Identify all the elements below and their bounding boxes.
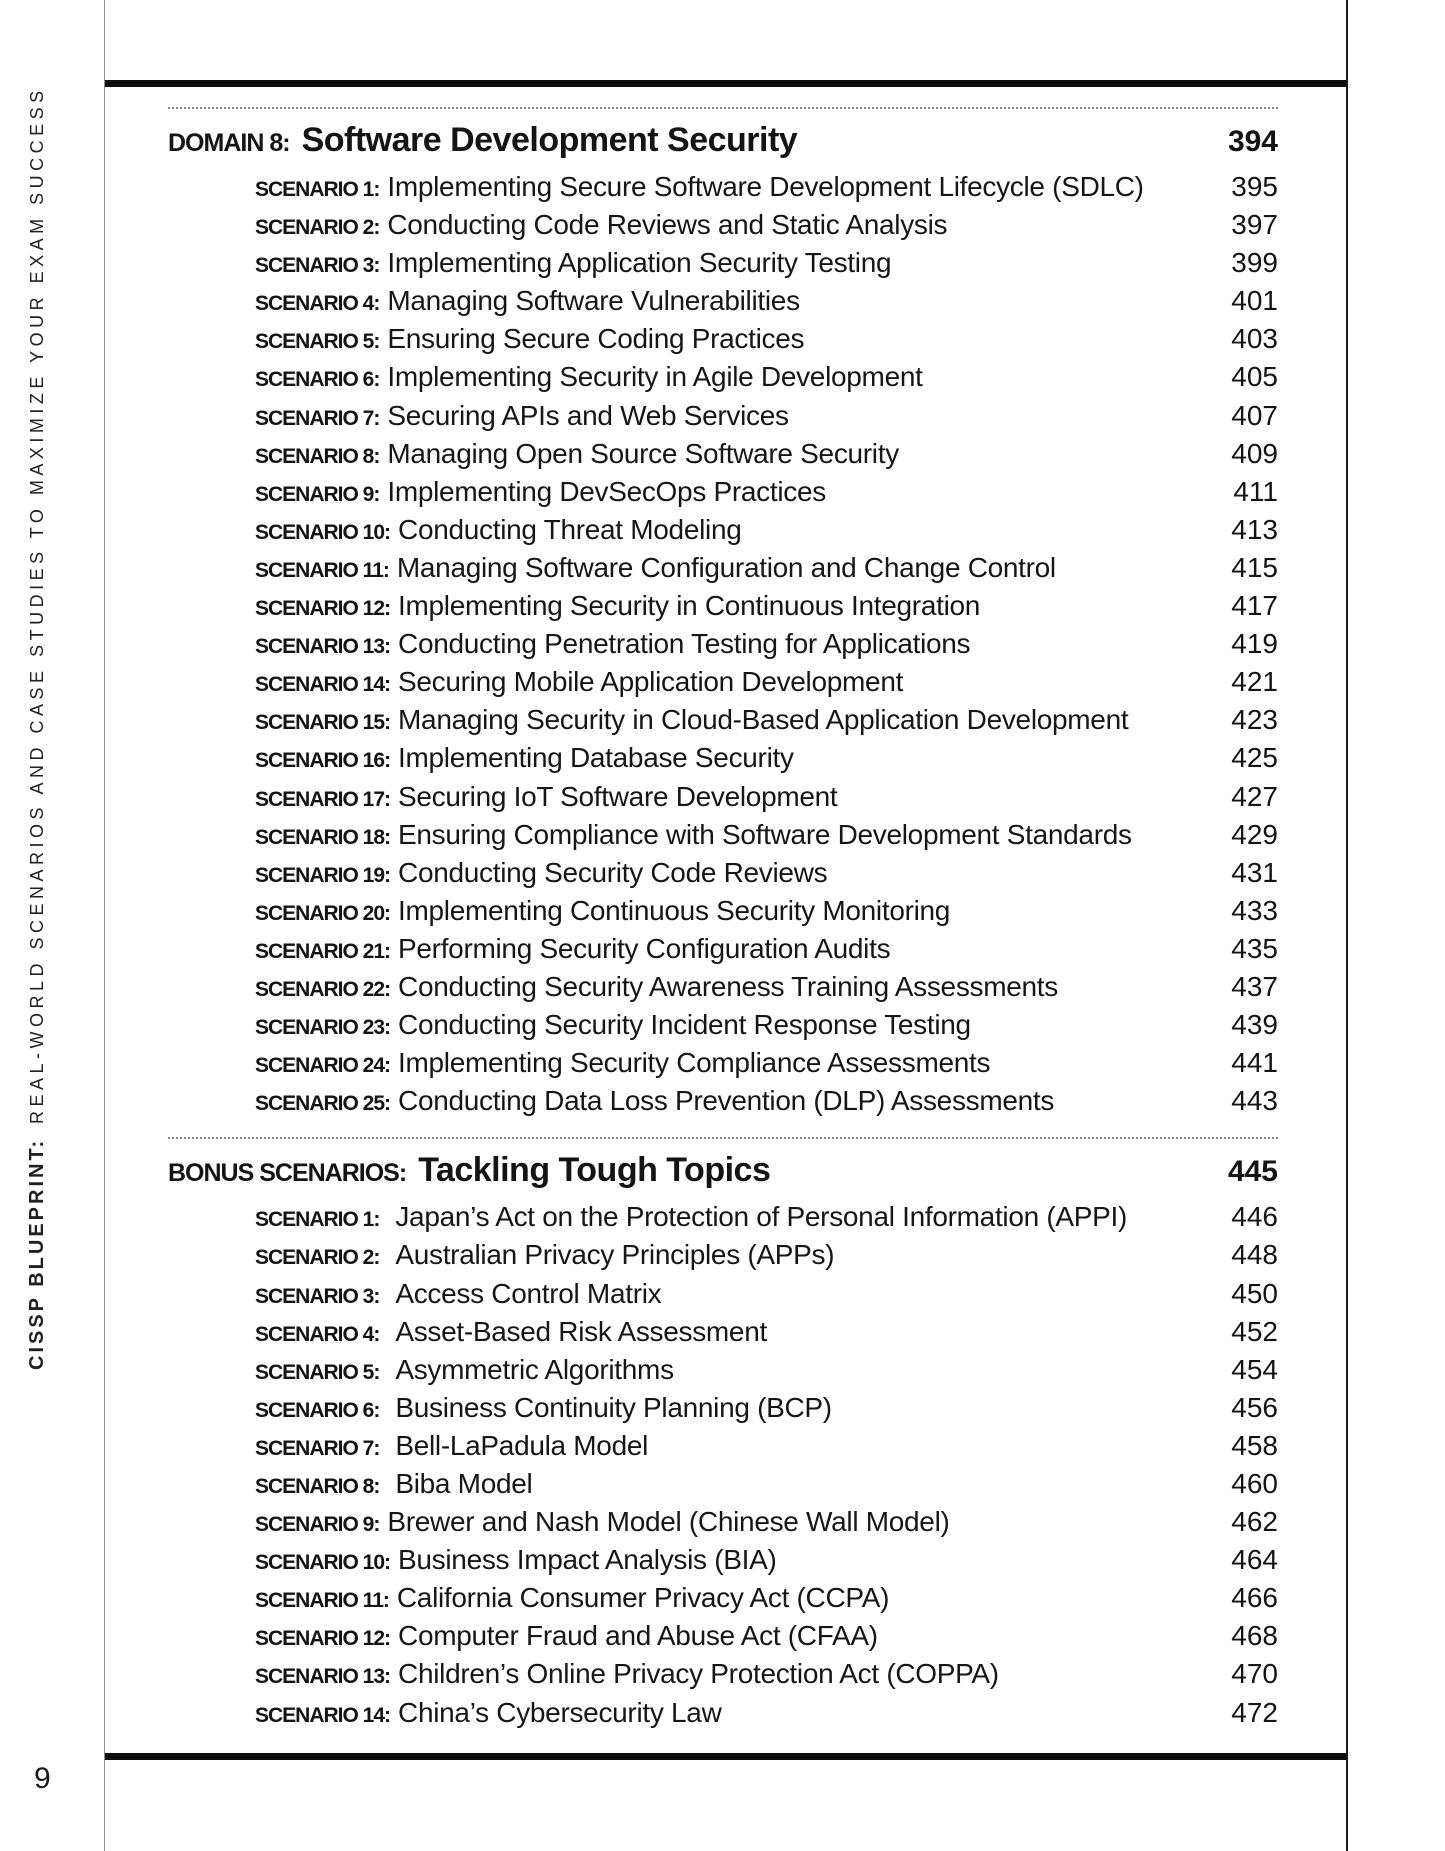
toc-entry-page-number: 456 bbox=[1231, 1391, 1278, 1423]
toc-entry-title: Business Impact Analysis (BIA) bbox=[398, 1544, 777, 1576]
section-heading bbox=[168, 109, 1278, 168]
toc-entry-page-number: 413 bbox=[1231, 513, 1278, 545]
toc-entry-label: SCENARIO 23: bbox=[255, 1016, 391, 1040]
toc-entry-label: SCENARIO 2: bbox=[255, 1246, 380, 1270]
toc-entry-page-number: 415 bbox=[1231, 551, 1278, 583]
toc-entry-label: SCENARIO 15: bbox=[255, 711, 391, 735]
toc-entry bbox=[168, 1579, 1278, 1617]
toc-entry-title: Securing IoT Software Development bbox=[398, 780, 838, 812]
toc-entry-title: Business Continuity Planning (BCP) bbox=[395, 1391, 832, 1423]
toc-entry-label: SCENARIO 18: bbox=[255, 825, 391, 849]
section-page-number: 394 bbox=[1227, 125, 1278, 158]
toc-entry bbox=[168, 1465, 1278, 1503]
toc-entry-title: Managing Open Source Software Security bbox=[387, 437, 899, 469]
toc-entry-title: Children’s Online Privacy Protection Act (COPPA) bbox=[398, 1658, 999, 1690]
toc-entry-page-number: 399 bbox=[1231, 247, 1278, 279]
toc-entry bbox=[168, 1503, 1278, 1541]
toc-entry-label: SCENARIO 20: bbox=[255, 901, 391, 925]
toc-entry bbox=[168, 1389, 1278, 1427]
toc-entry-label: SCENARIO 1: bbox=[255, 178, 380, 201]
toc-entry-page-number: 397 bbox=[1231, 209, 1278, 241]
toc-entry-page-number: 429 bbox=[1231, 818, 1278, 850]
table-of-contents bbox=[168, 107, 1278, 1732]
toc-entry-page-number: 409 bbox=[1231, 437, 1278, 469]
section-entries bbox=[168, 1198, 1278, 1731]
toc-entry bbox=[168, 1541, 1278, 1579]
toc-entry bbox=[168, 206, 1278, 244]
toc-entry-label: SCENARIO 4: bbox=[255, 292, 380, 316]
toc-entry-page-number: 460 bbox=[1231, 1468, 1278, 1499]
toc-entry-page-number: 417 bbox=[1231, 590, 1278, 622]
toc-entry-title: California Consumer Privacy Act (CCPA) bbox=[396, 1582, 890, 1614]
toc-entry-label: SCENARIO 5: bbox=[255, 1360, 380, 1384]
section-title: Tackling Tough Topics bbox=[418, 1151, 771, 1190]
toc-entry-label: SCENARIO 22: bbox=[255, 977, 391, 1001]
toc-entry-page-number: 407 bbox=[1231, 399, 1278, 431]
toc-entry-page-number: 466 bbox=[1231, 1582, 1278, 1614]
toc-entry-title: Biba Model bbox=[395, 1468, 533, 1499]
toc-entry bbox=[168, 739, 1278, 777]
toc-entry-page-number: 458 bbox=[1231, 1429, 1278, 1461]
toc-entry-title: Securing Mobile Application Development bbox=[398, 666, 904, 698]
toc-entry-label: SCENARIO 6: bbox=[255, 368, 380, 392]
section-heading bbox=[168, 1139, 1278, 1198]
toc-entry bbox=[168, 1082, 1278, 1120]
toc-entry bbox=[168, 816, 1278, 854]
toc-entry-page-number: 468 bbox=[1231, 1620, 1278, 1652]
toc-entry-title: Australian Privacy Principles (APPs) bbox=[395, 1239, 835, 1271]
toc-entry-page-number: 433 bbox=[1231, 894, 1278, 926]
section-entries bbox=[168, 168, 1278, 1120]
toc-entry-title: Conducting Code Reviews and Static Analysis bbox=[387, 209, 948, 241]
toc-entry-page-number: 470 bbox=[1231, 1658, 1278, 1690]
toc-entry-title: Conducting Data Loss Prevention (DLP) Assessments bbox=[398, 1085, 1055, 1117]
toc-entry-label: SCENARIO 5: bbox=[255, 330, 380, 354]
toc-entry-label: SCENARIO 13: bbox=[255, 1665, 391, 1689]
toc-entry-page-number: 395 bbox=[1231, 171, 1278, 202]
toc-entry-label: SCENARIO 25: bbox=[255, 1092, 391, 1116]
toc-entry bbox=[168, 168, 1278, 206]
spine-title-rest: REAL-WORLD SCENARIOS AND CASE STUDIES TO MAXIMIZE YOUR EXAM SUCCESS bbox=[27, 86, 47, 1124]
left-margin-rule bbox=[104, 0, 105, 1851]
toc-entry bbox=[168, 397, 1278, 435]
toc-entry-title: Ensuring Compliance with Software Development Standards bbox=[398, 818, 1132, 850]
toc-entry-label: SCENARIO 3: bbox=[255, 254, 380, 278]
toc-entry-title: Performing Security Configuration Audits bbox=[398, 932, 891, 964]
toc-entry-page-number: 425 bbox=[1231, 742, 1278, 774]
toc-entry-page-number: 419 bbox=[1231, 628, 1278, 660]
toc-entry-title: Conducting Threat Modeling bbox=[398, 513, 742, 545]
toc-entry-title: Ensuring Secure Coding Practices bbox=[387, 323, 805, 355]
spine-title-bold: CISSP BLUEPRINT: bbox=[26, 1137, 48, 1370]
toc-entry-page-number: 472 bbox=[1231, 1696, 1278, 1728]
toc-entry-page-number: 450 bbox=[1231, 1277, 1278, 1309]
toc-entry-title: Computer Fraud and Abuse Act (CFAA) bbox=[398, 1620, 878, 1652]
toc-entry-page-number: 401 bbox=[1231, 285, 1278, 317]
toc-entry-title: Conducting Penetration Testing for Applications bbox=[398, 628, 971, 660]
toc-entry bbox=[168, 358, 1278, 396]
toc-entry bbox=[168, 1275, 1278, 1313]
toc-entry-title: Access Control Matrix bbox=[395, 1277, 662, 1309]
toc-entry-title: Conducting Security Incident Response Testing bbox=[398, 1009, 971, 1041]
toc-entry-label: SCENARIO 13: bbox=[255, 635, 391, 659]
toc-entry-title: Implementing Application Security Testing bbox=[387, 247, 892, 279]
section-title: Software Development Security bbox=[301, 121, 798, 159]
toc-entry-title: Implementing Security Compliance Assessments bbox=[398, 1047, 991, 1079]
toc-entry-page-number: 435 bbox=[1231, 932, 1278, 964]
toc-entry-title: Implementing DevSecOps Practices bbox=[387, 475, 826, 507]
toc-entry-label: SCENARIO 12: bbox=[255, 1627, 391, 1651]
toc-entry bbox=[168, 968, 1278, 1006]
toc-entry bbox=[168, 1006, 1278, 1044]
toc-entry-title: Conducting Security Awareness Training Assessments bbox=[398, 970, 1058, 1002]
section-label: DOMAIN 8: bbox=[168, 129, 290, 157]
toc-entry-label: SCENARIO 7: bbox=[255, 406, 380, 430]
toc-entry-title: Managing Software Vulnerabilities bbox=[387, 285, 800, 317]
toc-entry bbox=[168, 244, 1278, 282]
toc-entry-page-number: 441 bbox=[1231, 1047, 1278, 1079]
toc-entry bbox=[168, 1236, 1278, 1274]
section-page-number: 445 bbox=[1227, 1155, 1278, 1189]
toc-entry bbox=[168, 1044, 1278, 1082]
toc-entry bbox=[168, 1313, 1278, 1351]
toc-entry-label: SCENARIO 16: bbox=[255, 749, 391, 773]
toc-entry bbox=[168, 854, 1278, 892]
toc-entry bbox=[168, 282, 1278, 320]
toc-entry-title: Implementing Security in Agile Development bbox=[387, 361, 923, 393]
toc-entry-label: SCENARIO 9: bbox=[255, 1513, 380, 1537]
toc-section bbox=[168, 1137, 1278, 1731]
toc-entry bbox=[168, 1198, 1278, 1236]
toc-entry-label: SCENARIO 12: bbox=[255, 597, 391, 621]
toc-entry-label: SCENARIO 6: bbox=[255, 1398, 380, 1422]
toc-entry-page-number: 443 bbox=[1231, 1085, 1278, 1117]
toc-entry-label: SCENARIO 2: bbox=[255, 216, 380, 240]
toc-entry-label: SCENARIO 4: bbox=[255, 1322, 380, 1346]
toc-entry-title: Managing Software Configuration and Change Control bbox=[396, 551, 1056, 583]
toc-entry-label: SCENARIO 7: bbox=[255, 1436, 380, 1460]
spine-title bbox=[26, 80, 72, 1370]
toc-entry bbox=[168, 1427, 1278, 1465]
toc-entry bbox=[168, 473, 1278, 511]
toc-entry bbox=[168, 549, 1278, 587]
toc-entry-page-number: 452 bbox=[1231, 1315, 1278, 1347]
toc-entry-page-number: 405 bbox=[1231, 361, 1278, 393]
toc-entry-label: SCENARIO 11: bbox=[255, 558, 389, 582]
toc-entry-page-number: 446 bbox=[1231, 1201, 1278, 1233]
toc-entry-label: SCENARIO 10: bbox=[255, 520, 391, 544]
toc-entry bbox=[168, 778, 1278, 816]
toc-entry-title: Managing Security in Cloud-Based Application Development bbox=[398, 704, 1129, 736]
toc-entry-page-number: 411 bbox=[1233, 475, 1278, 507]
toc-entry-label: SCENARIO 1: bbox=[255, 1208, 380, 1232]
toc-entry-title: Bell-LaPadula Model bbox=[395, 1429, 649, 1461]
toc-entry-label: SCENARIO 17: bbox=[255, 787, 391, 811]
toc-entry-title: Brewer and Nash Model (Chinese Wall Model) bbox=[387, 1506, 950, 1538]
toc-entry-page-number: 423 bbox=[1231, 704, 1278, 736]
toc-entry-page-number: 431 bbox=[1231, 856, 1278, 888]
toc-entry-label: SCENARIO 14: bbox=[255, 1703, 391, 1727]
toc-entry-title: Asymmetric Algorithms bbox=[395, 1353, 674, 1385]
toc-entry-title: China’s Cybersecurity Law bbox=[398, 1696, 722, 1728]
toc-entry bbox=[168, 1617, 1278, 1655]
toc-entry-page-number: 462 bbox=[1231, 1506, 1278, 1538]
toc-entry bbox=[168, 1694, 1278, 1732]
toc-entry bbox=[168, 625, 1278, 663]
toc-entry-page-number: 448 bbox=[1231, 1239, 1278, 1271]
toc-entry-page-number: 437 bbox=[1231, 970, 1278, 1002]
toc-entry bbox=[168, 435, 1278, 473]
toc-entry bbox=[168, 701, 1278, 739]
toc-entry-label: SCENARIO 8: bbox=[255, 444, 380, 468]
toc-entry bbox=[168, 1655, 1278, 1693]
toc-entry-label: SCENARIO 21: bbox=[255, 939, 391, 963]
toc-entry bbox=[168, 320, 1278, 358]
toc-entry bbox=[168, 663, 1278, 701]
toc-entry-title: Securing APIs and Web Services bbox=[387, 399, 789, 431]
toc-entry-label: SCENARIO 11: bbox=[255, 1589, 389, 1613]
toc-entry-label: SCENARIO 3: bbox=[255, 1284, 380, 1308]
right-margin-rule bbox=[1346, 0, 1348, 1851]
toc-entry-label: SCENARIO 10: bbox=[255, 1551, 391, 1575]
toc-entry-label: SCENARIO 8: bbox=[255, 1475, 380, 1498]
toc-entry-label: SCENARIO 9: bbox=[255, 482, 380, 506]
top-border-bar bbox=[105, 80, 1346, 87]
toc-entry-title: Conducting Security Code Reviews bbox=[398, 856, 828, 888]
toc-entry-title: Asset-Based Risk Assessment bbox=[395, 1315, 767, 1347]
toc-entry bbox=[168, 511, 1278, 549]
toc-section bbox=[168, 107, 1278, 1120]
toc-entry-label: SCENARIO 14: bbox=[255, 673, 391, 697]
toc-entry-title: Implementing Continuous Security Monitoring bbox=[398, 894, 951, 926]
toc-entry-label: SCENARIO 24: bbox=[255, 1054, 391, 1078]
toc-entry-title: Implementing Secure Software Development Lifecycle (SDLC) bbox=[387, 171, 1144, 202]
toc-entry-label: SCENARIO 19: bbox=[255, 863, 391, 887]
toc-entry-title: Japan’s Act on the Protection of Personal Information (APPI) bbox=[395, 1201, 1128, 1233]
section-label: BONUS SCENARIOS: bbox=[168, 1159, 407, 1188]
toc-entry-title: Implementing Security in Continuous Integration bbox=[398, 590, 981, 622]
toc-entry-page-number: 403 bbox=[1231, 323, 1278, 355]
toc-entry-page-number: 421 bbox=[1231, 666, 1278, 698]
toc-entry bbox=[168, 930, 1278, 968]
toc-entry-page-number: 454 bbox=[1231, 1353, 1278, 1385]
bottom-border-bar bbox=[105, 1753, 1346, 1760]
toc-entry bbox=[168, 587, 1278, 625]
toc-entry-page-number: 427 bbox=[1231, 780, 1278, 812]
toc-entry bbox=[168, 1351, 1278, 1389]
toc-entry-title: Implementing Database Security bbox=[398, 742, 794, 774]
toc-entry-page-number: 439 bbox=[1231, 1009, 1278, 1041]
toc-entry-page-number: 464 bbox=[1231, 1544, 1278, 1576]
page-number: 9 bbox=[34, 1762, 51, 1795]
toc-entry bbox=[168, 892, 1278, 930]
